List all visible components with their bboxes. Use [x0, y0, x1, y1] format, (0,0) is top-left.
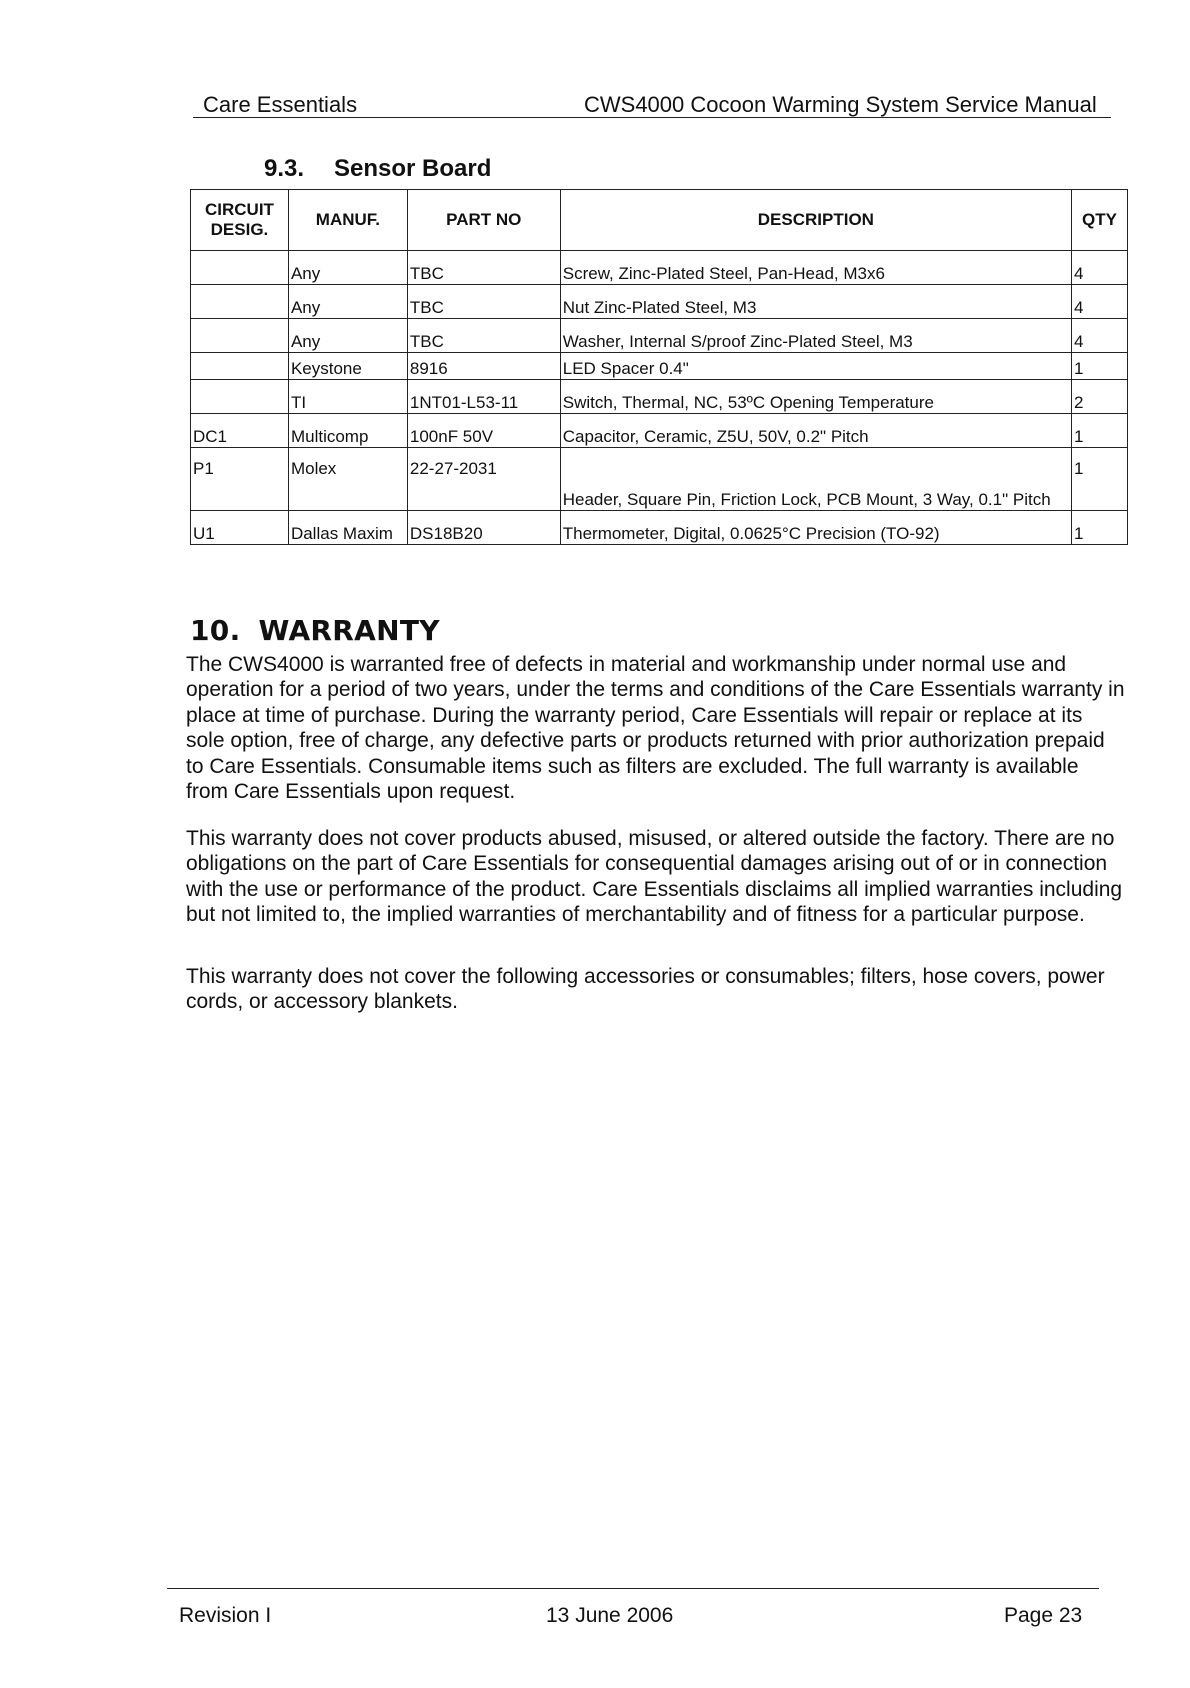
cell-qty: 4 — [1072, 251, 1128, 285]
cell-manuf: Any — [288, 285, 407, 319]
cell-circuit-desig — [191, 380, 289, 414]
col-header-circuit-desig: CIRCUIT DESIG. — [191, 190, 289, 251]
section-heading — [264, 155, 491, 183]
header-company: Care Essentials — [203, 92, 358, 117]
cell-qty: 4 — [1072, 285, 1128, 319]
cell-part-no: 100nF 50V — [407, 414, 560, 448]
footer-page-number: Page 23 — [1004, 1604, 1083, 1627]
header-divider — [193, 117, 1111, 118]
cell-qty: 4 — [1072, 319, 1128, 353]
cell-manuf: Any — [288, 319, 407, 353]
warranty-paragraph: This warranty does not cover products abused, misused, or altered outside the factory. There are no obligations on the part of Care Essentials for consequential damages arising out of or in connection with the use or performance of the product. Care Essentials disclaims all implied warranties including but not limited to, the implied warranties of merchantability and of fitness for a particular purpose. — [186, 827, 1123, 927]
cell-circuit-desig: P1 — [191, 448, 289, 511]
cell-description: Capacitor, Ceramic, Z5U, 50V, 0.2" Pitch — [560, 414, 1071, 448]
table-row — [191, 448, 1128, 511]
warranty-heading — [190, 614, 440, 647]
col-header-description: DESCRIPTION — [560, 190, 1071, 251]
cell-part-no: DS18B20 — [407, 511, 560, 545]
cell-description: LED Spacer 0.4" — [560, 353, 1071, 380]
cell-manuf: Keystone — [288, 353, 407, 380]
cell-circuit-desig — [191, 319, 289, 353]
cell-part-no: 1NT01-L53-11 — [407, 380, 560, 414]
table-row — [191, 414, 1128, 448]
footer-date: 13 June 2006 — [546, 1604, 674, 1627]
cell-description: Screw, Zinc-Plated Steel, Pan-Head, M3x6 — [560, 251, 1071, 285]
cell-part-no: TBC — [407, 285, 560, 319]
cell-qty: 2 — [1072, 380, 1128, 414]
parts-table — [190, 189, 1128, 545]
table-row — [191, 353, 1128, 380]
table-row — [191, 251, 1128, 285]
section-number: 9.3. — [264, 155, 305, 182]
cell-circuit-desig — [191, 285, 289, 319]
col-header-part-no: PART NO — [407, 190, 560, 251]
cell-part-no: TBC — [407, 319, 560, 353]
cell-circuit-desig — [191, 251, 289, 285]
cell-part-no: TBC — [407, 251, 560, 285]
cell-part-no: 22-27-2031 — [407, 448, 560, 511]
cell-description: Switch, Thermal, NC, 53ºC Opening Temperature — [560, 380, 1071, 414]
header-manual-title: CWS4000 Cocoon Warming System Service Manual — [584, 92, 1097, 117]
col-header-manuf: MANUF. — [288, 190, 407, 251]
cell-qty: 1 — [1072, 414, 1128, 448]
footer-revision: Revision I — [179, 1604, 272, 1627]
warranty-paragraph: This warranty does not cover the following accessories or consumables; filters, hose covers, power cords, or accessory blankets. — [186, 965, 1105, 1014]
table-row — [191, 285, 1128, 319]
cell-manuf: TI — [288, 380, 407, 414]
cell-qty: 1 — [1072, 511, 1128, 545]
cell-qty: 1 — [1072, 353, 1128, 380]
cell-circuit-desig: U1 — [191, 511, 289, 545]
warranty-title: WARRANTY — [258, 614, 440, 647]
cell-manuf: Dallas Maxim — [288, 511, 407, 545]
col-header-qty: QTY — [1072, 190, 1128, 251]
cell-description: Header, Square Pin, Friction Lock, PCB Mount, 3 Way, 0.1" Pitch — [560, 448, 1071, 511]
cell-description: Thermometer, Digital, 0.0625°C Precision (TO-92) — [560, 511, 1071, 545]
footer-divider — [167, 1588, 1099, 1589]
cell-description: Washer, Internal S/proof Zinc-Plated Steel, M3 — [560, 319, 1071, 353]
warranty-paragraph: The CWS4000 is warranted free of defects in material and workmanship under normal use and operation for a period of two years, under the terms and conditions of the Care Essentials warranty in place at time of purchase. During the warranty period, Care Essentials will repair or replace at its sole option, free of charge, any defective parts or products returned with prior authorization prepaid to Care Essentials. Consumable items such as filters are excluded. The full warranty is available from Care Essentials upon request. — [186, 653, 1125, 804]
section-title: Sensor Board — [334, 155, 492, 182]
cell-part-no: 8916 — [407, 353, 560, 380]
cell-manuf: Multicomp — [288, 414, 407, 448]
cell-circuit-desig: DC1 — [191, 414, 289, 448]
cell-manuf: Molex — [288, 448, 407, 511]
table-header-row — [191, 190, 1128, 251]
cell-description: Nut Zinc-Plated Steel, M3 — [560, 285, 1071, 319]
table-row — [191, 380, 1128, 414]
warranty-number: 10. — [190, 614, 241, 647]
cell-circuit-desig — [191, 353, 289, 380]
table-row — [191, 511, 1128, 545]
cell-manuf: Any — [288, 251, 407, 285]
cell-qty: 1 — [1072, 448, 1128, 511]
table-row — [191, 319, 1128, 353]
